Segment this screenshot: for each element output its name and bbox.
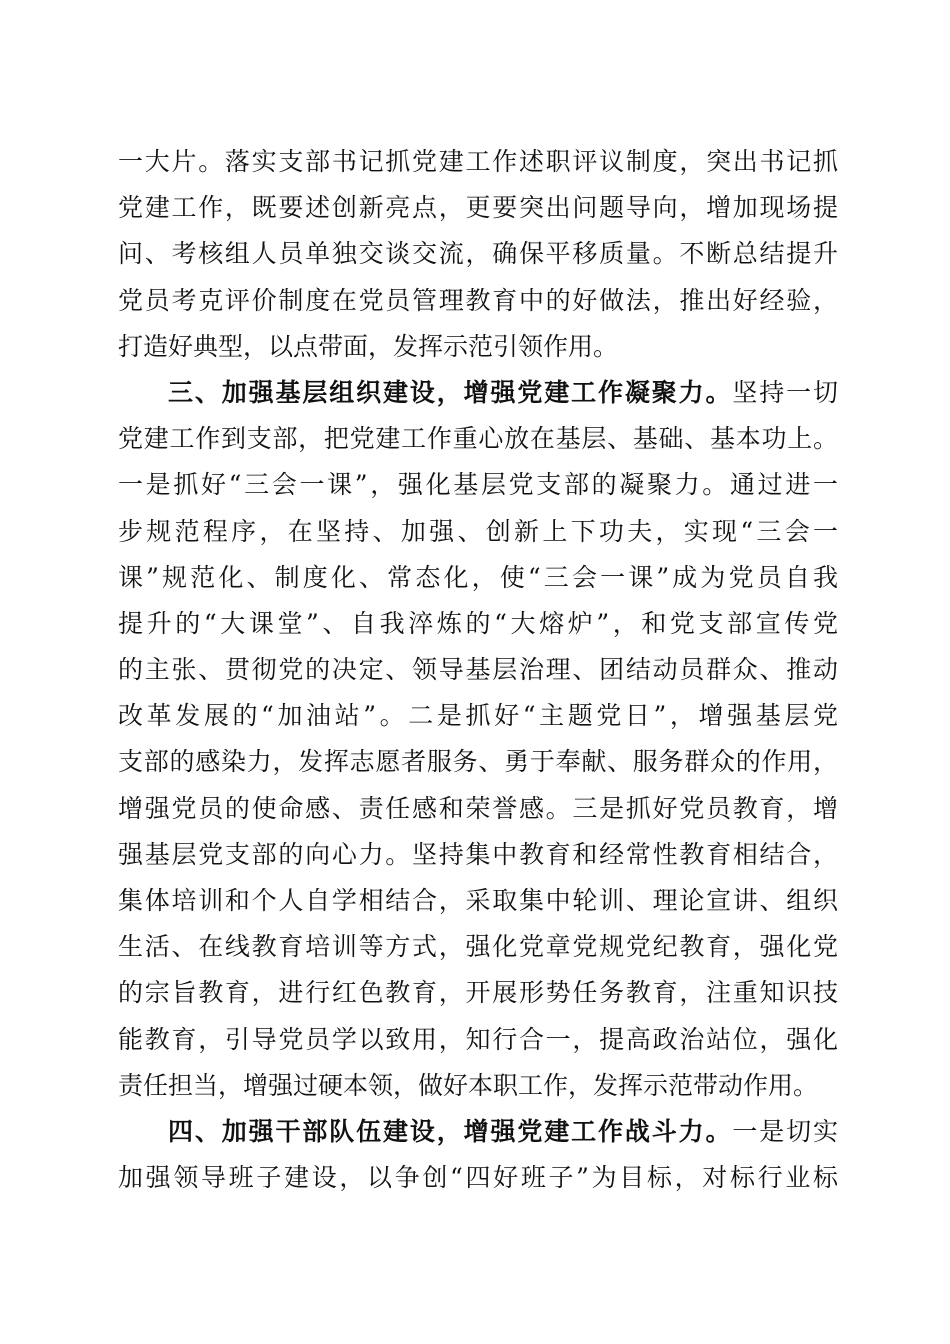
text-line: 集体培训和个人自学相结合，采取集中轮训、理论宣讲、组织 — [118, 886, 838, 915]
text-line: 能教育，引导党员学以致用，知行合一，提高政治站位，强化 — [118, 1024, 838, 1054]
text-line: 问、考核组人员单独交谈交流，确保平移质量。不断总结提升 — [118, 239, 838, 269]
text-line: 课”规范化、制度化、常态化，使“三会一课”成为党员自我 — [118, 562, 838, 592]
section-4-first-line — [118, 1109, 838, 1155]
section-4-heading: 四、加强干部队伍建设，增强党建工作战斗力。 — [168, 1116, 733, 1146]
text-line: 生活、在线教育培训等方式，强化党章党规党纪教育，强化党 — [118, 932, 838, 962]
text-line: 党建工作到支部，把党建工作重心放在基层、基础、基本功上。 — [118, 424, 838, 454]
text-line: 提升的“大课堂”、自我淬炼的“大熔炉”，和党支部宣传党 — [118, 608, 838, 638]
document-page — [118, 139, 838, 1201]
text-line: 党员考克评价制度在党员管理教育中的好做法，推出好经验， — [118, 285, 838, 315]
section-3-heading: 三、加强基层组织建设，增强党建工作凝聚力。 — [168, 377, 733, 407]
text-line: 一大片。落实支部书记抓党建工作述职评议制度，突出书记抓 — [118, 147, 838, 176]
paragraph-section-3 — [118, 370, 838, 1109]
text-line: 改革发展的“加油站”。二是抓好“主题党日”，增强基层党 — [118, 701, 838, 731]
text-line: 党建工作，既要述创新亮点，更要突出问题导向，增加现场提 — [118, 193, 838, 223]
section-3-first-line-text: 坚持一切 — [732, 377, 838, 407]
text-line: 责任担当，增强过硬本领，做好本职工作，发挥示范带动作用。 — [118, 1070, 819, 1100]
text-line: 一是抓好“三会一课”，强化基层党支部的凝聚力。通过进一 — [118, 470, 838, 500]
text-line: 增强党员的使命感、责任感和荣誉感。三是抓好党员教育，增 — [118, 793, 838, 823]
text-line: 强基层党支部的向心力。坚持集中教育和经常性教育相结合， — [118, 839, 838, 869]
text-line: 打造好典型，以点带面，发挥示范引领作用。 — [118, 331, 619, 361]
paragraph-section-4 — [118, 1109, 838, 1201]
text-line: 加强领导班子建设，以争创“四好班子”为目标，对标行业标 — [118, 1163, 838, 1193]
text-line: 的主张、贯彻党的决定、领导基层治理、团结动员群众、推动 — [118, 655, 838, 685]
paragraph-1 — [118, 139, 838, 370]
section-3-first-line — [118, 370, 838, 416]
text-line: 的宗旨教育，进行红色教育，开展形势任务教育，注重知识技 — [118, 978, 838, 1008]
text-line: 支部的感染力，发挥志愿者服务、勇于奉献、服务群众的作用， — [118, 747, 838, 777]
text-line: 步规范程序，在坚持、加强、创新上下功夫，实现“三会一 — [118, 516, 838, 546]
section-4-first-line-text: 一是切实 — [732, 1116, 838, 1146]
